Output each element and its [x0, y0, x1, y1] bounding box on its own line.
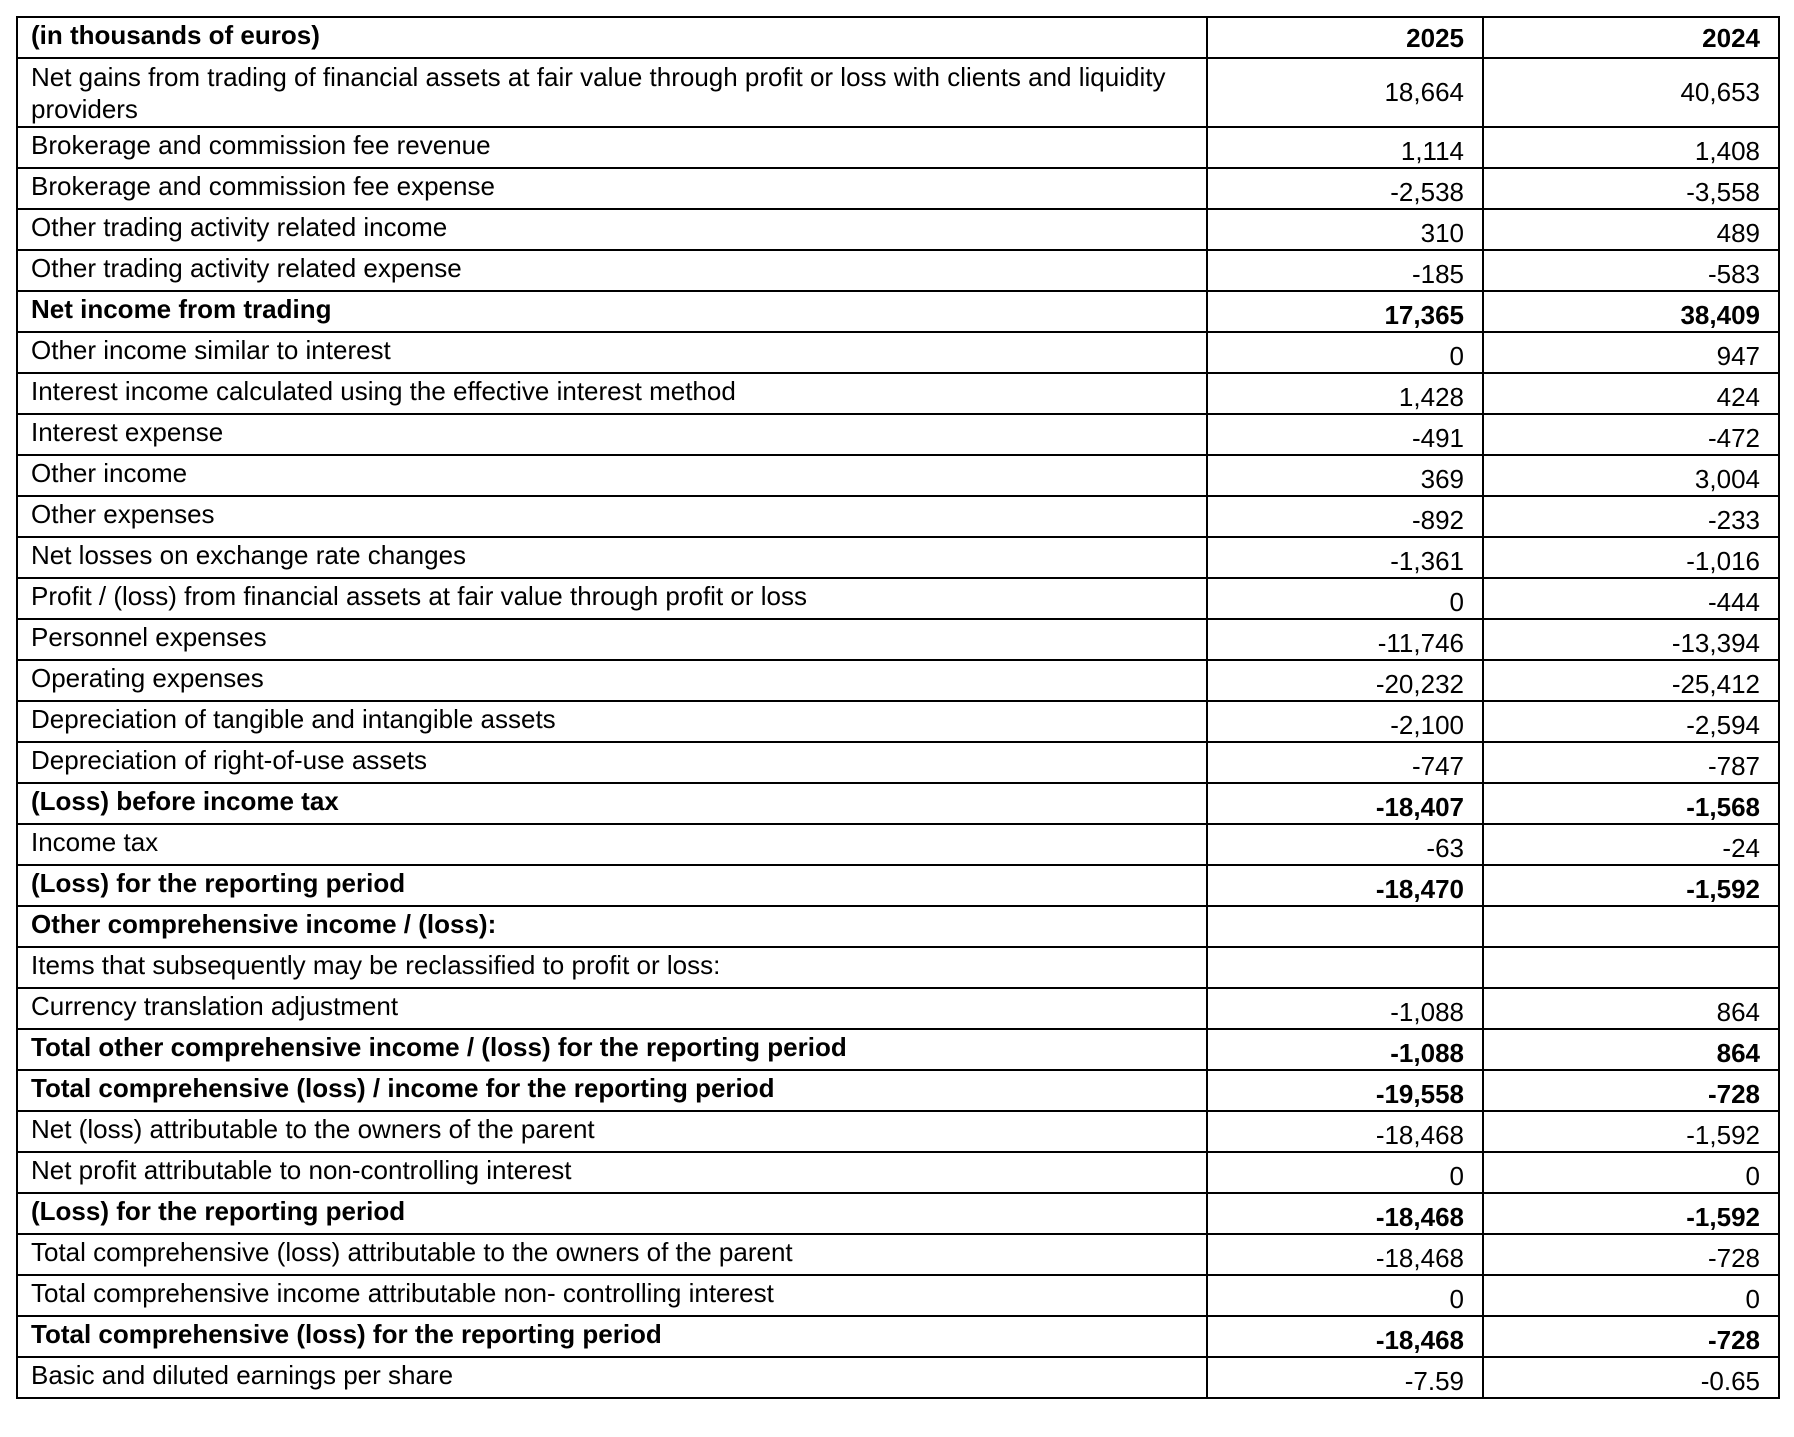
value-2025: 0	[1207, 332, 1483, 373]
value-2025: 18,664	[1207, 58, 1483, 127]
table-row	[17, 1275, 1779, 1316]
row-label: Total comprehensive (loss) / income for the reporting period	[17, 1070, 1207, 1111]
row-label: Depreciation of right-of-use assets	[17, 742, 1207, 783]
table-row	[17, 906, 1779, 947]
row-label: Operating expenses	[17, 660, 1207, 701]
value-2024: -1,592	[1483, 1111, 1779, 1152]
value-2025: -18,470	[1207, 865, 1483, 906]
row-label: Total comprehensive (loss) for the reporting period	[17, 1316, 1207, 1357]
value-2025: 0	[1207, 1275, 1483, 1316]
value-2025: -19,558	[1207, 1070, 1483, 1111]
row-label: Items that subsequently may be reclassified to profit or loss:	[17, 947, 1207, 988]
value-2025: 0	[1207, 1152, 1483, 1193]
row-label: Other income similar to interest	[17, 332, 1207, 373]
table-row	[17, 537, 1779, 578]
value-2025: -18,407	[1207, 783, 1483, 824]
row-label: Net profit attributable to non-controlling interest	[17, 1152, 1207, 1193]
value-2024	[1483, 947, 1779, 988]
value-2024: -2,594	[1483, 701, 1779, 742]
income-statement-table	[16, 16, 1780, 1399]
value-2024: 424	[1483, 373, 1779, 414]
value-2024: -233	[1483, 496, 1779, 537]
value-2025: 0	[1207, 578, 1483, 619]
table-header-row	[17, 17, 1779, 58]
value-2024: -3,558	[1483, 168, 1779, 209]
value-2025: -1,361	[1207, 537, 1483, 578]
row-label: Other expenses	[17, 496, 1207, 537]
row-label: Net losses on exchange rate changes	[17, 537, 1207, 578]
value-2025: -892	[1207, 496, 1483, 537]
header-year-2024: 2024	[1483, 17, 1779, 58]
value-2025: -1,088	[1207, 988, 1483, 1029]
value-2024: -728	[1483, 1070, 1779, 1111]
table-row	[17, 58, 1779, 127]
value-2025: -11,746	[1207, 619, 1483, 660]
row-label: Brokerage and commission fee expense	[17, 168, 1207, 209]
value-2024	[1483, 906, 1779, 947]
value-2024: -24	[1483, 824, 1779, 865]
row-label: Currency translation adjustment	[17, 988, 1207, 1029]
row-label: Interest expense	[17, 414, 1207, 455]
row-label: Other trading activity related income	[17, 209, 1207, 250]
table-body	[17, 17, 1779, 1398]
value-2024: -13,394	[1483, 619, 1779, 660]
value-2025: -185	[1207, 250, 1483, 291]
table-row	[17, 291, 1779, 332]
table-row	[17, 1152, 1779, 1193]
table-row	[17, 701, 1779, 742]
value-2024: 947	[1483, 332, 1779, 373]
value-2024: 0	[1483, 1152, 1779, 1193]
value-2025: 1,114	[1207, 127, 1483, 168]
row-label: Total other comprehensive income / (loss) for the reporting period	[17, 1029, 1207, 1070]
row-label: (Loss) for the reporting period	[17, 865, 1207, 906]
table-row	[17, 865, 1779, 906]
row-label: Other trading activity related expense	[17, 250, 1207, 291]
row-label: Personnel expenses	[17, 619, 1207, 660]
value-2024: 3,004	[1483, 455, 1779, 496]
table-row	[17, 783, 1779, 824]
value-2024: -1,568	[1483, 783, 1779, 824]
table-row	[17, 455, 1779, 496]
table-row	[17, 947, 1779, 988]
table-row	[17, 373, 1779, 414]
row-label: Net (loss) attributable to the owners of the parent	[17, 1111, 1207, 1152]
value-2025: 310	[1207, 209, 1483, 250]
row-label: Net gains from trading of financial assets at fair value through profit or loss with clients and liquidity providers	[17, 58, 1207, 127]
value-2024: 489	[1483, 209, 1779, 250]
value-2024: 864	[1483, 988, 1779, 1029]
table-row	[17, 1070, 1779, 1111]
value-2024: 0	[1483, 1275, 1779, 1316]
value-2024: -583	[1483, 250, 1779, 291]
row-label: Brokerage and commission fee revenue	[17, 127, 1207, 168]
value-2025: -491	[1207, 414, 1483, 455]
row-label: Other comprehensive income / (loss):	[17, 906, 1207, 947]
table-row	[17, 619, 1779, 660]
table-row	[17, 988, 1779, 1029]
value-2025: -18,468	[1207, 1234, 1483, 1275]
table-row	[17, 414, 1779, 455]
table-row	[17, 496, 1779, 537]
value-2025	[1207, 906, 1483, 947]
value-2025: 17,365	[1207, 291, 1483, 332]
value-2024: -472	[1483, 414, 1779, 455]
table-row	[17, 127, 1779, 168]
header-units-label: (in thousands of euros)	[17, 17, 1207, 58]
table-row	[17, 742, 1779, 783]
table-row	[17, 1234, 1779, 1275]
row-label: Total comprehensive (loss) attributable to the owners of the parent	[17, 1234, 1207, 1275]
value-2024: -1,016	[1483, 537, 1779, 578]
value-2025: -18,468	[1207, 1111, 1483, 1152]
value-2024: -728	[1483, 1316, 1779, 1357]
table-row	[17, 1316, 1779, 1357]
value-2024: -444	[1483, 578, 1779, 619]
value-2025: -2,100	[1207, 701, 1483, 742]
value-2025: 1,428	[1207, 373, 1483, 414]
value-2025: 369	[1207, 455, 1483, 496]
table-row	[17, 660, 1779, 701]
table-row	[17, 332, 1779, 373]
row-label: Income tax	[17, 824, 1207, 865]
value-2025: -18,468	[1207, 1316, 1483, 1357]
table-row	[17, 1111, 1779, 1152]
row-label: Total comprehensive income attributable non- controlling interest	[17, 1275, 1207, 1316]
table-row	[17, 209, 1779, 250]
value-2024: -787	[1483, 742, 1779, 783]
row-label: Profit / (loss) from financial assets at fair value through profit or loss	[17, 578, 1207, 619]
row-label: Other income	[17, 455, 1207, 496]
financial-statement	[16, 16, 1778, 1399]
table-row	[17, 168, 1779, 209]
value-2024: 38,409	[1483, 291, 1779, 332]
value-2024: 1,408	[1483, 127, 1779, 168]
value-2025: -63	[1207, 824, 1483, 865]
value-2025: -7.59	[1207, 1357, 1483, 1398]
value-2025: -18,468	[1207, 1193, 1483, 1234]
row-label: Depreciation of tangible and intangible assets	[17, 701, 1207, 742]
table-row	[17, 250, 1779, 291]
value-2024: -728	[1483, 1234, 1779, 1275]
row-label: Net income from trading	[17, 291, 1207, 332]
value-2025	[1207, 947, 1483, 988]
row-label: (Loss) before income tax	[17, 783, 1207, 824]
value-2024: 40,653	[1483, 58, 1779, 127]
value-2024: -1,592	[1483, 865, 1779, 906]
table-row	[17, 1029, 1779, 1070]
value-2025: -1,088	[1207, 1029, 1483, 1070]
value-2024: 864	[1483, 1029, 1779, 1070]
value-2025: -747	[1207, 742, 1483, 783]
row-label: (Loss) for the reporting period	[17, 1193, 1207, 1234]
value-2024: -25,412	[1483, 660, 1779, 701]
table-row	[17, 1357, 1779, 1398]
value-2025: -2,538	[1207, 168, 1483, 209]
value-2024: -1,592	[1483, 1193, 1779, 1234]
table-row	[17, 578, 1779, 619]
row-label: Basic and diluted earnings per share	[17, 1357, 1207, 1398]
table-row	[17, 1193, 1779, 1234]
value-2024: -0.65	[1483, 1357, 1779, 1398]
header-year-2025: 2025	[1207, 17, 1483, 58]
row-label: Interest income calculated using the effective interest method	[17, 373, 1207, 414]
table-row	[17, 824, 1779, 865]
value-2025: -20,232	[1207, 660, 1483, 701]
